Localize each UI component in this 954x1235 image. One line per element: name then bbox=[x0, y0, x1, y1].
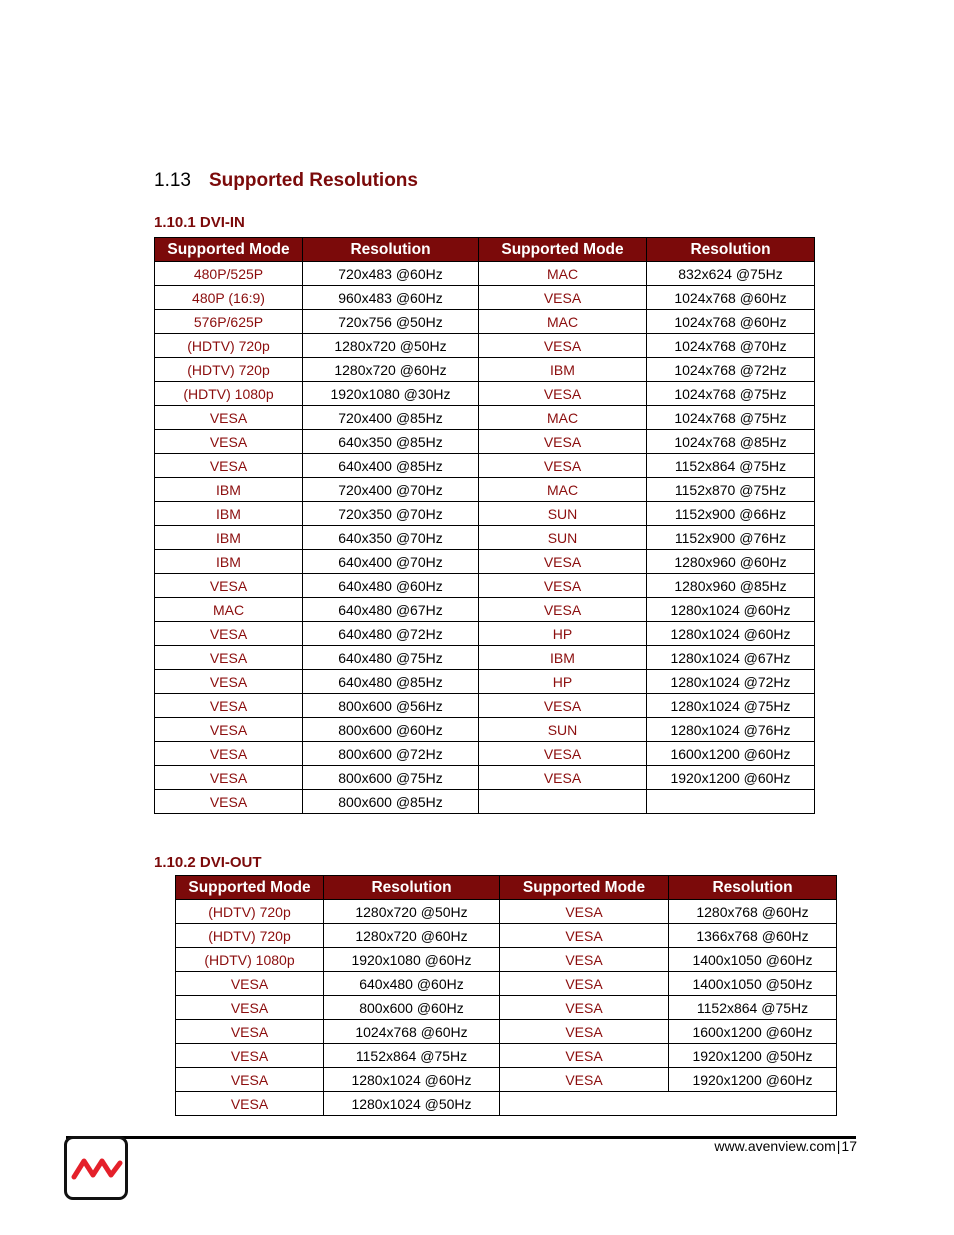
mode-cell: SUN bbox=[479, 526, 647, 550]
table-row bbox=[155, 430, 815, 454]
resolution-cell: 1600x1200 @60Hz bbox=[669, 1020, 837, 1044]
mode-cell: IBM bbox=[155, 502, 303, 526]
mode-cell: VESA bbox=[479, 766, 647, 790]
table-row bbox=[176, 1092, 837, 1116]
footer-website: www.avenview.com bbox=[714, 1138, 836, 1154]
mode-cell: VESA bbox=[155, 766, 303, 790]
resolution-cell: 640x480 @75Hz bbox=[303, 646, 479, 670]
mode-cell: VESA bbox=[155, 574, 303, 598]
dvi-out-heading: 1.10.2 DVI-OUT bbox=[154, 854, 262, 871]
table-row bbox=[155, 574, 815, 598]
resolution-cell: 640x400 @85Hz bbox=[303, 454, 479, 478]
table-row bbox=[155, 694, 815, 718]
footer-page-info bbox=[714, 1138, 857, 1154]
resolution-cell: 1280x720 @50Hz bbox=[303, 334, 479, 358]
mode-cell: VESA bbox=[176, 996, 324, 1020]
resolution-cell: 640x350 @85Hz bbox=[303, 430, 479, 454]
resolution-cell: 1152x864 @75Hz bbox=[324, 1044, 500, 1068]
mode-cell: IBM bbox=[155, 526, 303, 550]
mode-cell: VESA bbox=[500, 1044, 669, 1068]
resolution-cell: 1024x768 @72Hz bbox=[647, 358, 815, 382]
dvi-in-table bbox=[154, 237, 815, 814]
resolution-cell: 640x480 @85Hz bbox=[303, 670, 479, 694]
mode-cell: VESA bbox=[155, 406, 303, 430]
column-header: Resolution bbox=[303, 238, 479, 262]
table-row bbox=[155, 382, 815, 406]
resolution-cell: 1920x1200 @50Hz bbox=[669, 1044, 837, 1068]
mode-cell: VESA bbox=[500, 972, 669, 996]
table-row bbox=[155, 550, 815, 574]
resolution-cell: 1920x1080 @30Hz bbox=[303, 382, 479, 406]
resolution-cell: 1920x1200 @60Hz bbox=[647, 766, 815, 790]
resolution-cell: 1152x870 @75Hz bbox=[647, 478, 815, 502]
resolution-cell: 1024x768 @75Hz bbox=[647, 406, 815, 430]
mode-cell: VESA bbox=[479, 286, 647, 310]
resolution-cell: 1024x768 @60Hz bbox=[647, 286, 815, 310]
table-row bbox=[155, 286, 815, 310]
column-header: Resolution bbox=[324, 876, 500, 900]
resolution-cell: 1280x1024 @50Hz bbox=[324, 1092, 500, 1116]
resolution-cell: 640x480 @67Hz bbox=[303, 598, 479, 622]
table-row bbox=[155, 766, 815, 790]
mode-cell: 480P/525P bbox=[155, 262, 303, 286]
mode-cell: VESA bbox=[500, 1068, 669, 1092]
mode-cell: VESA bbox=[176, 1068, 324, 1092]
footer-separator: | bbox=[836, 1138, 841, 1154]
mode-cell: (HDTV) 720p bbox=[176, 924, 324, 948]
resolution-cell: 640x480 @60Hz bbox=[324, 972, 500, 996]
resolution-cell: 1152x900 @66Hz bbox=[647, 502, 815, 526]
resolution-cell: 1280x720 @50Hz bbox=[324, 900, 500, 924]
mode-cell: VESA bbox=[155, 670, 303, 694]
mode-cell: HP bbox=[479, 622, 647, 646]
resolution-cell: 720x400 @85Hz bbox=[303, 406, 479, 430]
section-heading bbox=[154, 170, 418, 192]
column-header: Supported Mode bbox=[155, 238, 303, 262]
column-header: Supported Mode bbox=[176, 876, 324, 900]
mode-cell: VESA bbox=[479, 550, 647, 574]
table-row bbox=[155, 502, 815, 526]
mode-cell: SUN bbox=[479, 718, 647, 742]
mode-cell: VESA bbox=[155, 646, 303, 670]
table-header-row bbox=[176, 876, 837, 900]
table-row bbox=[155, 358, 815, 382]
resolution-cell: 640x350 @70Hz bbox=[303, 526, 479, 550]
mode-cell: VESA bbox=[500, 1020, 669, 1044]
table-row bbox=[155, 454, 815, 478]
resolution-cell: 1280x720 @60Hz bbox=[303, 358, 479, 382]
mode-cell: IBM bbox=[155, 550, 303, 574]
resolution-cell: 1280x1024 @75Hz bbox=[647, 694, 815, 718]
resolution-cell: 720x350 @70Hz bbox=[303, 502, 479, 526]
resolution-cell: 800x600 @60Hz bbox=[324, 996, 500, 1020]
resolution-cell: 800x600 @72Hz bbox=[303, 742, 479, 766]
resolution-cell: 1280x1024 @60Hz bbox=[647, 598, 815, 622]
table-row bbox=[155, 598, 815, 622]
resolution-cell: 1600x1200 @60Hz bbox=[647, 742, 815, 766]
table-row bbox=[155, 334, 815, 358]
resolution-cell: 1400x1050 @50Hz bbox=[669, 972, 837, 996]
mode-cell: (HDTV) 720p bbox=[155, 358, 303, 382]
table-row bbox=[155, 622, 815, 646]
dvi-out-table bbox=[175, 875, 837, 1116]
resolution-cell: 800x600 @85Hz bbox=[303, 790, 479, 814]
mode-cell: IBM bbox=[479, 358, 647, 382]
mode-cell: VESA bbox=[500, 900, 669, 924]
mode-cell: SUN bbox=[479, 502, 647, 526]
mode-cell: VESA bbox=[479, 430, 647, 454]
mode-cell: VESA bbox=[500, 924, 669, 948]
table-row bbox=[176, 996, 837, 1020]
table-row bbox=[155, 790, 815, 814]
resolution-cell: 1280x960 @85Hz bbox=[647, 574, 815, 598]
resolution-cell: 1024x768 @60Hz bbox=[647, 310, 815, 334]
dvi-in-heading: 1.10.1 DVI-IN bbox=[154, 214, 245, 231]
mode-cell: MAC bbox=[479, 262, 647, 286]
resolution-cell: 800x600 @75Hz bbox=[303, 766, 479, 790]
resolution-cell: 720x400 @70Hz bbox=[303, 478, 479, 502]
resolution-cell: 1024x768 @70Hz bbox=[647, 334, 815, 358]
mode-cell: 576P/625P bbox=[155, 310, 303, 334]
mode-cell: VESA bbox=[479, 694, 647, 718]
mode-cell: VESA bbox=[176, 1092, 324, 1116]
mode-cell: MAC bbox=[479, 478, 647, 502]
column-header: Resolution bbox=[669, 876, 837, 900]
mode-cell: (HDTV) 720p bbox=[176, 900, 324, 924]
resolution-cell: 1400x1050 @60Hz bbox=[669, 948, 837, 972]
resolution-cell: 1024x768 @75Hz bbox=[647, 382, 815, 406]
mode-cell: VESA bbox=[479, 334, 647, 358]
mode-cell: VESA bbox=[176, 972, 324, 996]
resolution-cell: 832x624 @75Hz bbox=[647, 262, 815, 286]
mode-cell: IBM bbox=[155, 478, 303, 502]
table-row bbox=[155, 406, 815, 430]
resolution-cell: 1152x864 @75Hz bbox=[647, 454, 815, 478]
resolution-cell: 1280x1024 @60Hz bbox=[647, 622, 815, 646]
mode-cell: (HDTV) 1080p bbox=[155, 382, 303, 406]
resolution-cell: 1280x960 @60Hz bbox=[647, 550, 815, 574]
resolution-cell: 1280x1024 @72Hz bbox=[647, 670, 815, 694]
mode-cell: MAC bbox=[155, 598, 303, 622]
mode-cell: VESA bbox=[155, 742, 303, 766]
resolution-cell: 1280x1024 @76Hz bbox=[647, 718, 815, 742]
resolution-cell: 1280x1024 @60Hz bbox=[324, 1068, 500, 1092]
resolution-cell: 720x756 @50Hz bbox=[303, 310, 479, 334]
resolution-cell: 640x480 @60Hz bbox=[303, 574, 479, 598]
mode-cell: MAC bbox=[479, 310, 647, 334]
table-row bbox=[176, 1020, 837, 1044]
mode-cell: (HDTV) 720p bbox=[155, 334, 303, 358]
resolution-cell: 800x600 @60Hz bbox=[303, 718, 479, 742]
resolution-cell: 1366x768 @60Hz bbox=[669, 924, 837, 948]
table-row bbox=[155, 742, 815, 766]
table-row bbox=[176, 900, 837, 924]
table-header-row bbox=[155, 238, 815, 262]
column-header: Supported Mode bbox=[500, 876, 669, 900]
mode-cell: VESA bbox=[500, 948, 669, 972]
resolution-cell: 1280x720 @60Hz bbox=[324, 924, 500, 948]
mode-cell: VESA bbox=[155, 430, 303, 454]
mode-cell: VESA bbox=[155, 718, 303, 742]
mode-cell: IBM bbox=[479, 646, 647, 670]
resolution-cell: 1024x768 @60Hz bbox=[324, 1020, 500, 1044]
resolution-cell: 1152x864 @75Hz bbox=[669, 996, 837, 1020]
empty-cell bbox=[647, 790, 815, 814]
resolution-cell: 720x483 @60Hz bbox=[303, 262, 479, 286]
resolution-cell: 800x600 @56Hz bbox=[303, 694, 479, 718]
mode-cell: VESA bbox=[155, 622, 303, 646]
table-row bbox=[176, 948, 837, 972]
table-row bbox=[155, 718, 815, 742]
mode-cell: VESA bbox=[479, 454, 647, 478]
table-row bbox=[176, 972, 837, 996]
table-row bbox=[155, 526, 815, 550]
mode-cell: VESA bbox=[155, 790, 303, 814]
avenview-logo-icon bbox=[64, 1136, 128, 1200]
section-number: 1.13 bbox=[154, 170, 191, 191]
resolution-cell: 1152x900 @76Hz bbox=[647, 526, 815, 550]
column-header: Supported Mode bbox=[479, 238, 647, 262]
mode-cell: VESA bbox=[479, 382, 647, 406]
mode-cell: VESA bbox=[479, 574, 647, 598]
mode-cell: VESA bbox=[155, 694, 303, 718]
resolution-cell: 1280x768 @60Hz bbox=[669, 900, 837, 924]
mode-cell: VESA bbox=[176, 1020, 324, 1044]
mode-cell: VESA bbox=[155, 454, 303, 478]
empty-cell bbox=[479, 790, 647, 814]
table-row bbox=[155, 262, 815, 286]
resolution-cell: 1280x1024 @67Hz bbox=[647, 646, 815, 670]
table-row bbox=[155, 310, 815, 334]
mode-cell: 480P (16:9) bbox=[155, 286, 303, 310]
mode-cell: VESA bbox=[479, 742, 647, 766]
table-row bbox=[176, 924, 837, 948]
mode-cell: VESA bbox=[479, 598, 647, 622]
empty-cell bbox=[500, 1092, 837, 1116]
mode-cell: (HDTV) 1080p bbox=[176, 948, 324, 972]
resolution-cell: 960x483 @60Hz bbox=[303, 286, 479, 310]
resolution-cell: 1024x768 @85Hz bbox=[647, 430, 815, 454]
resolution-cell: 1920x1200 @60Hz bbox=[669, 1068, 837, 1092]
page-number: 17 bbox=[841, 1138, 857, 1154]
resolution-cell: 640x480 @72Hz bbox=[303, 622, 479, 646]
resolution-cell: 1920x1080 @60Hz bbox=[324, 948, 500, 972]
logo-mark bbox=[71, 1153, 123, 1183]
mode-cell: VESA bbox=[176, 1044, 324, 1068]
mode-cell: VESA bbox=[500, 996, 669, 1020]
column-header: Resolution bbox=[647, 238, 815, 262]
table-row bbox=[155, 646, 815, 670]
table-row bbox=[176, 1068, 837, 1092]
table-row bbox=[155, 478, 815, 502]
mode-cell: HP bbox=[479, 670, 647, 694]
table-row bbox=[176, 1044, 837, 1068]
table-row bbox=[155, 670, 815, 694]
section-title: Supported Resolutions bbox=[208, 170, 418, 191]
mode-cell: MAC bbox=[479, 406, 647, 430]
resolution-cell: 640x400 @70Hz bbox=[303, 550, 479, 574]
